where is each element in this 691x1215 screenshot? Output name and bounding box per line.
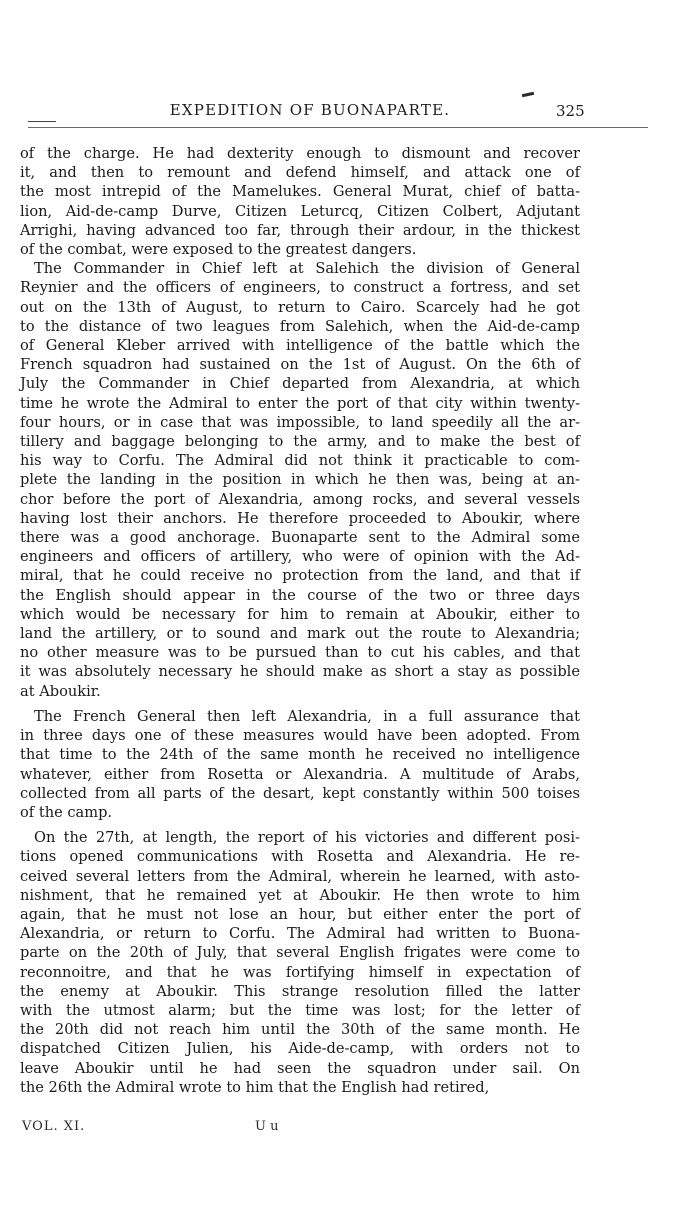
text-line: collected from all parts of the desart, kept constantly within 500 toises	[20, 784, 580, 802]
text-line: of the charge. He had dexterity enough to dismount and recover	[20, 145, 580, 162]
text-line: that time to the 24th of the same month he received no intelligence	[20, 746, 580, 764]
text-line: having lost their anchors. He therefore proceeded to Aboukir, where	[20, 509, 580, 527]
text-line: the English should appear in the course of the two or three days	[20, 586, 580, 604]
text-line: tions opened communications with Rosetta and Alexandria. He re-	[20, 848, 580, 866]
text-line: the 20th did not reach him until the 30th of the same month. He	[20, 1021, 580, 1039]
volume-label: VOL. XI.	[22, 1119, 86, 1134]
page-number: 325	[556, 102, 585, 120]
text-line: out on the 13th of August, to return to Cairo. Scarcely had he got	[20, 298, 580, 316]
text-line: leave Aboukir until he had seen the squadron under sail. On	[20, 1059, 580, 1077]
text-line: The Commander in Chief left at Salehich the division of General	[34, 260, 580, 278]
header-rule	[28, 127, 648, 128]
text-line: his way to Corfu. The Admiral did not think it practicable to com-	[20, 452, 580, 470]
text-line: with the utmost alarm; but the time was lost; for the letter of	[20, 1001, 580, 1019]
text-line: land the artillery, or to sound and mark out the route to Alexandria;	[20, 625, 580, 643]
header-dash	[28, 121, 56, 122]
signature-mark: U u	[255, 1119, 279, 1134]
text-line: four hours, or in case that was impossible, to land speedily all the ar-	[20, 413, 580, 431]
text-line: it, and then to remount and defend himself, and attack one of	[20, 164, 580, 182]
text-line: the enemy at Aboukir. This strange resolution filled the latter	[20, 982, 580, 1000]
text-line: nishment, that he remained yet at Aboukir. He then wrote to him	[20, 886, 580, 904]
text-line: in three days one of these measures would have been adopted. From	[20, 727, 580, 745]
text-line: plete the landing in the position in which he then was, being at an-	[20, 471, 580, 489]
text-line: miral, that he could receive no protection from the land, and that if	[20, 567, 580, 585]
paragraph	[20, 259, 580, 701]
text-line: of the combat, were exposed to the greatest dangers.	[20, 241, 417, 259]
text-line: reconnoitre, and that he was fortifying himself in expectation of	[20, 963, 580, 981]
text-line: the most intrepid of the Mamelukes. General Murat, chief of batta-	[20, 183, 580, 201]
text-line: chor before the port of Alexandria, among rocks, and several vessels	[20, 490, 580, 508]
text-line: engineers and officers of artillery, who were of opinion with the Ad-	[20, 548, 580, 566]
page-footer	[0, 1119, 691, 1141]
paragraph	[20, 707, 580, 822]
text-line: parte on the 20th of July, that several English frigates were come to	[20, 944, 580, 962]
text-line: dispatched Citizen Julien, his Aide-de-camp, with orders not to	[20, 1040, 580, 1058]
text-line: Alexandria, or return to Corfu. The Admiral had written to Buona-	[20, 925, 580, 943]
paragraph	[20, 144, 580, 259]
text-line: whatever, either from Rosetta or Alexandria. A multitude of Arabs,	[20, 765, 580, 783]
paragraph	[20, 828, 580, 1097]
text-line: of General Kleber arrived with intelligence of the battle which the	[20, 337, 580, 355]
text-line: On the 27th, at length, the report of his victories and different posi-	[34, 829, 580, 847]
page-title: EXPEDITION OF BUONAPARTE.	[169, 101, 451, 119]
text-line: time he wrote the Admiral to enter the port of that city within twenty-	[20, 394, 580, 412]
text-line: ceived several letters from the Admiral, wherein he learned, with asto-	[20, 867, 580, 885]
body-text	[20, 144, 580, 1097]
ink-mark	[522, 92, 534, 97]
text-line: to the distance of two leagues from Salehich, when the Aid-de-camp	[20, 317, 580, 335]
text-line: lion, Aid-de-camp Durve, Citizen Leturcq, Citizen Colbert, Adjutant	[20, 202, 580, 220]
text-line: the 26th the Admiral wrote to him that the English had retired,	[20, 1078, 490, 1096]
text-line: July the Commander in Chief departed from Alexandria, at which	[20, 375, 580, 393]
text-line: Reynier and the officers of engineers, to construct a fortress, and set	[20, 279, 580, 297]
text-line: which would be necessary for him to remain at Aboukir, either to	[20, 605, 580, 623]
text-line: tillery and baggage belonging to the army, and to make the best of	[20, 433, 580, 451]
text-line: there was a good anchorage. Buonaparte sent to the Admiral some	[20, 529, 580, 547]
text-line: of the camp.	[20, 803, 113, 821]
text-line: again, that he must not lose an hour, but either enter the port of	[20, 905, 580, 923]
text-line: at Aboukir.	[20, 682, 101, 700]
text-line: no other measure was to be pursued than to cut his cables, and that	[20, 644, 580, 662]
text-line: Arrighi, having advanced too far, through their ardour, in the thickest	[20, 221, 580, 239]
text-line: French squadron had sustained on the 1st of August. On the 6th of	[20, 356, 580, 374]
running-head	[0, 101, 691, 125]
text-line: The French General then left Alexandria, in a full assurance that	[34, 707, 580, 725]
text-line: it was absolutely necessary he should make as short a stay as possible	[20, 663, 580, 681]
